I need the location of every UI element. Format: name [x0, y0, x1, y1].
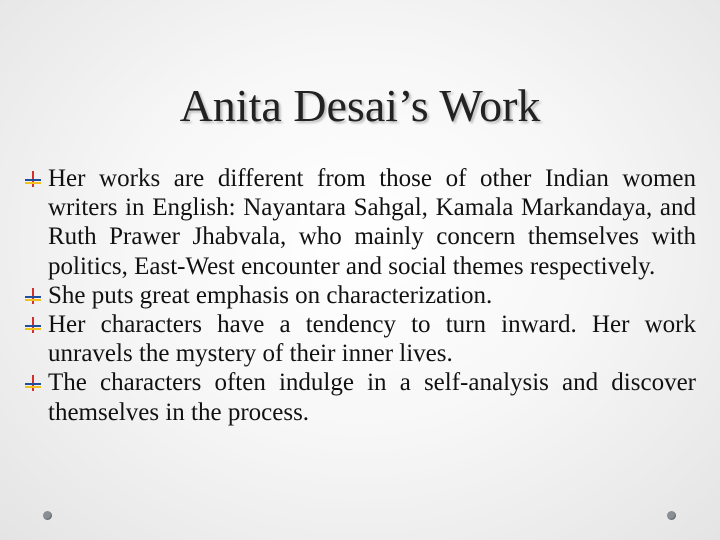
bullet-item — [24, 368, 696, 426]
arrow-bullet-icon — [24, 374, 42, 392]
bullet-item — [24, 164, 696, 281]
bullet-list — [24, 164, 696, 427]
decorative-dot-left — [43, 511, 52, 520]
arrow-bullet-icon — [24, 170, 42, 188]
bullet-text: Her characters have a tendency to turn inward. Her work unravels the mystery of their inner lives. — [48, 311, 696, 368]
arrow-bullet-icon — [24, 287, 42, 305]
bullet-text: Her works are different from those of other Indian women writers in English: Nayantara Sahgal, Kamala Markandaya, and Ruth Prawer Jhabvala, who mainly concern themselves with politics, East-West encounter and social themes respectively. — [48, 165, 696, 280]
bullet-text: She puts great emphasis on characterization. — [48, 281, 493, 309]
bullet-item — [24, 281, 696, 310]
decorative-dot-right — [667, 511, 676, 520]
bullet-item — [24, 310, 696, 368]
arrow-bullet-icon — [24, 316, 42, 334]
slide-title: Anita Desai’s Work — [179, 80, 541, 131]
bullet-text: The characters often indulge in a self-analysis and discover themselves in the process. — [48, 369, 696, 426]
